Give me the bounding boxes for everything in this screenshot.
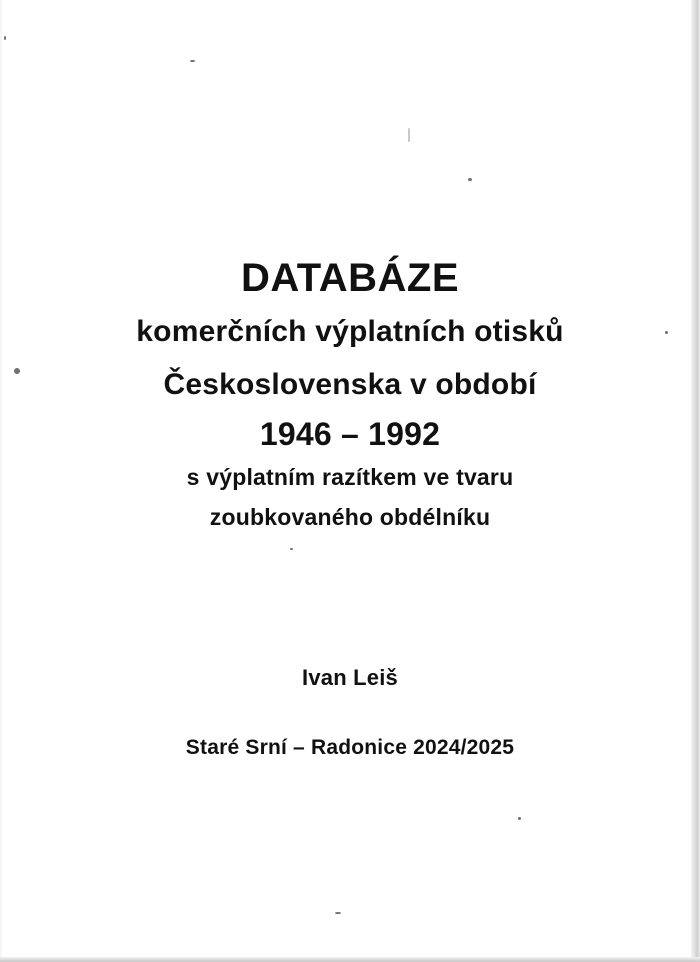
document-author: Ivan Leiš <box>302 665 398 690</box>
scan-speck <box>518 817 521 820</box>
document-title: DATABÁZE <box>240 256 460 300</box>
document-subtitle-line-3: s výplatním razítkem ve tvaru <box>186 464 514 490</box>
document-place-and-years: Staré Srní – Radonice 2024/2025 <box>185 736 515 759</box>
document-subtitle-line-4: zoubkovaného obdélníku <box>209 504 491 530</box>
scan-speck <box>290 548 293 550</box>
document-years: 1946 – 1992 <box>259 416 441 452</box>
scan-speck <box>190 60 195 62</box>
scan-speck <box>4 36 6 40</box>
scan-speck <box>408 128 410 142</box>
scan-speck <box>468 178 472 181</box>
document-subtitle-line-1: komerčních výplatních otisků <box>136 315 564 348</box>
scan-speck <box>335 912 341 914</box>
document-subtitle-line-2: Československa v období <box>163 368 537 401</box>
scan-edge-bottom <box>0 957 700 962</box>
